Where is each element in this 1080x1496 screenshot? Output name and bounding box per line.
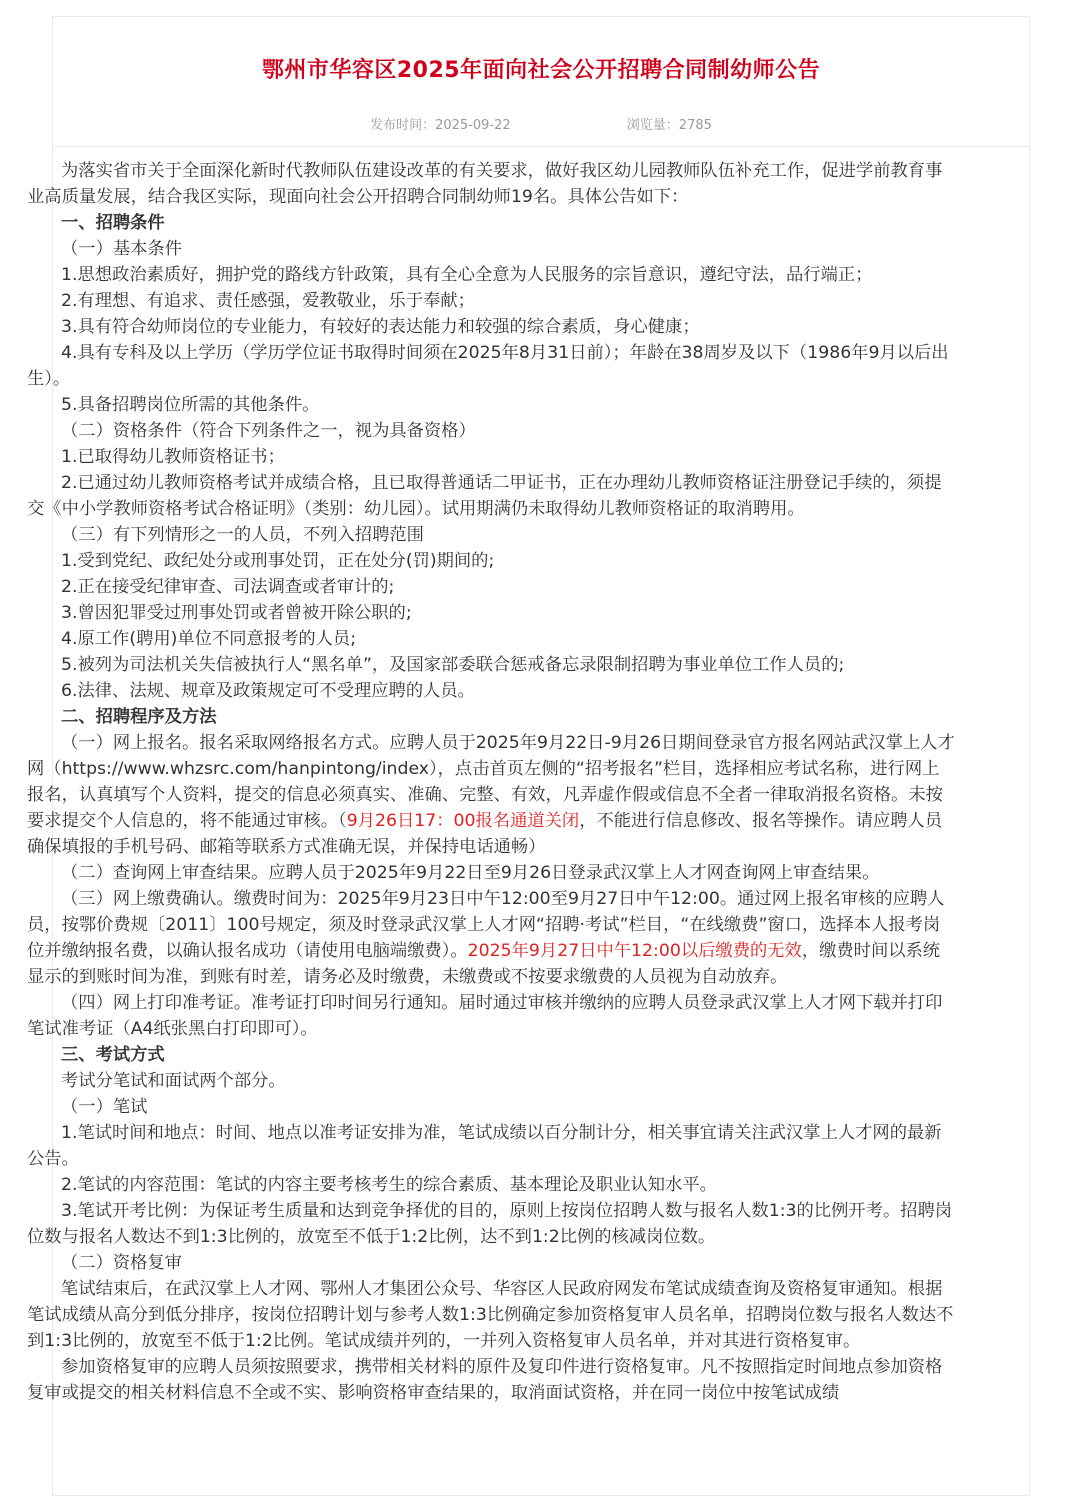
paragraph [27,730,955,860]
paragraph [27,444,955,470]
paragraph-text: （二）资格复审 [61,1253,182,1273]
paragraph-text: ，缴费时间以系统显示的到账时间为准，到账有时差，请务必及时缴费，未缴费或不按要求缴费的人员视为自动放弃。 [27,941,941,987]
paragraph-text: （一）网上报名。报名采取网络报名方式。应聘人员于2025年9月22日-9月26日期间登录官方报名网站武汉掌上人才网（https://www.whzsrc.com/hanpintong/index），点击首页左侧的“招考报名”栏目，选择相应考试名称，进行网上报名，认真填写个人资料，提交的信息必须真实、准确、完整、有效，凡弄虚作假或信息不全者一律取消报名资格。未按要求提交个人信息的，将不能通过审核。（ [27,733,955,831]
highlight-text: 2025年9月27日中午12:00以后缴费的无效 [467,941,802,961]
paragraph-text: 4.具有专科及以上学历（学历学位证书取得时间须在2025年8月31日前）；年龄在38周岁及以下（1986年9月以后出生）。 [27,343,949,389]
paragraph-text: 2.已通过幼儿教师资格考试并成绩合格，且已取得普通话二甲证书，正在办理幼儿教师资格证注册登记手续的，须提交《中小学教师资格考试合格证明》（类别：幼儿园）。试用期满仍未取得幼儿教师资格证的取消聘用。 [27,473,942,519]
paragraph [27,236,955,262]
paragraph [27,574,955,600]
paragraph-text: （一）基本条件 [61,239,182,259]
paragraph-text: 1.受到党纪、政纪处分或刑事处罚，正在处分(罚)期间的; [61,551,495,571]
paragraph [27,470,955,522]
paragraph [27,678,955,704]
paragraph-text: 笔试结束后，在武汉掌上人才网、鄂州人才集团公众号、华容区人民政府网发布笔试成绩查询及资格复审通知。根据笔试成绩从高分到低分排序，按岗位招聘计划与参考人数1:3比例确定参加资格复审人员名单，招聘岗位数与报名人数达不到1:3比例的，放宽至不低于1:2比例。笔试成绩并列的，一并列入资格复审人员名单，并对其进行资格复审。 [27,1279,954,1351]
paragraph [27,1276,955,1354]
paragraph [27,314,955,340]
paragraph-text: 参加资格复审的应聘人员须按照要求，携带相关材料的原件及复印件进行资格复审。凡不按照指定时间地点参加资格复审或提交的相关材料信息不全或不实、影响资格审查结果的，取消面试资格，并在同一岗位中按笔试成绩 [27,1357,943,1403]
section-heading [27,704,955,730]
paragraph-text: 2.有理想、有追求、责任感强，爱教敬业，乐于奉献； [61,291,475,311]
paragraph [27,158,955,210]
paragraph-text: 3.笔试开考比例：为保证考生质量和达到竞争择优的目的，原则上按岗位招聘人数与报名人数1:3的比例开考。招聘岗位数与报名人数达不到1:3比例的，放宽至不低于1:2比例，达不到1:2比例的核减岗位数。 [27,1201,953,1247]
paragraph-text: 2.笔试的内容范围：笔试的内容主要考核考生的综合素质、基本理论及职业认知水平。 [61,1175,717,1195]
paragraph-text: （二）资格条件（符合下列条件之一，视为具备资格） [61,421,476,441]
paragraph-text: 一、招聘条件 [61,213,165,233]
paragraph-text: （四）网上打印准考证。准考证打印时间另行通知。届时通过审核并缴纳的应聘人员登录武汉掌上人才网下载并打印笔试准考证（A4纸张黑白打印即可）。 [27,993,943,1039]
paragraph [27,288,955,314]
paragraph [27,1198,955,1250]
paragraph [27,1094,955,1120]
paragraph-text: （三）网上缴费确认。缴费时间为：2025年9月23日中午12:00至9月27日中午12:00。通过网上报名审核的应聘人员，按鄂价费规〔2011〕100号规定，须及时登录武汉掌上人才网“招聘·考试”栏目，“在线缴费”窗口，选择本人报考岗位并缴纳报名费，以确认报名成功（请使用电脑端缴费）。 [27,889,945,961]
paragraph [27,340,955,392]
paragraph-text: 三、考试方式 [61,1045,165,1065]
paragraph-text: 1.已取得幼儿教师资格证书； [61,447,285,467]
paragraph [27,522,955,548]
paragraph [27,392,955,418]
article-title: 鄂州市华容区2025年面向社会公开招聘合同制幼师公告 [261,58,821,83]
paragraph-text: 5.具备招聘岗位所需的其他条件。 [61,395,320,415]
paragraph-text: 为落实省市关于全面深化新时代教师队伍建设改革的有关要求，做好我区幼儿园教师队伍补充工作，促进学前教育事业高质量发展，结合我区实际，现面向社会公开招聘合同制幼师19名。具体公告如下： [27,161,943,207]
paragraph-text: 二、招聘程序及方法 [61,707,217,727]
paragraph-text: 2.正在接受纪律审查、司法调查或者审计的; [61,577,395,597]
paragraph [27,548,955,574]
paragraph-text: （三）有下列情形之一的人员，不列入招聘范围 [61,525,424,545]
paragraph [27,1354,955,1406]
paragraph [27,262,955,288]
paragraph-text: 3.具有符合幼师岗位的专业能力，有较好的表达能力和较强的综合素质，身心健康； [61,317,700,337]
paragraph [27,626,955,652]
publish-time: 发布时间：2025-09-22 [370,118,511,133]
paragraph-text: （二）查询网上审查结果。应聘人员于2025年9月22日至9月26日登录武汉掌上人才网查询网上审查结果。 [61,863,880,883]
paragraph [27,1068,955,1094]
paragraph-text: 5.被列为司法机关失信被执行人“黑名单”，及国家部委联合惩戒备忘录限制招聘为事业单位工作人员的; [61,655,845,675]
article-header [53,17,1029,147]
paragraph-text: 6.法律、法规、规章及政策规定可不受理应聘的人员。 [61,681,475,701]
paragraph-text: 1.思想政治素质好，拥护党的路线方针政策，具有全心全意为人民服务的宗旨意识，遵纪守法，品行端正； [61,265,873,285]
paragraph-text: （一）笔试 [61,1097,148,1117]
paragraph [27,418,955,444]
paragraph-text: ，不能进行信息修改、报名等操作。请应聘人员确保填报的手机号码、邮箱等联系方式准确无误，并保持电话通畅） [27,811,943,857]
paragraph [27,860,955,886]
paragraph [27,652,955,678]
paragraph-text: 1.笔试时间和地点：时间、地点以准考证安排为准，笔试成绩以百分制计分，相关事宜请关注武汉掌上人才网的最新公告。 [27,1123,942,1169]
paragraph [27,600,955,626]
section-heading [27,210,955,236]
paragraph-text: 4.原工作(聘用)单位不同意报考的人员; [61,629,357,649]
paragraph-text: 考试分笔试和面试两个部分。 [61,1071,286,1091]
paragraph [27,886,955,990]
paragraph [27,1250,955,1276]
section-heading [27,1042,955,1068]
article-meta [53,114,1029,133]
paragraph [27,1172,955,1198]
article-body [27,158,955,1406]
paragraph [27,990,955,1042]
view-count: 浏览量：2785 [626,118,712,133]
paragraph [27,1120,955,1172]
paragraph-text: 3.曾因犯罪受过刑事处罚或者曾被开除公职的; [61,603,412,623]
highlight-text: 9月26日17：00报名通道关闭 [346,811,580,831]
